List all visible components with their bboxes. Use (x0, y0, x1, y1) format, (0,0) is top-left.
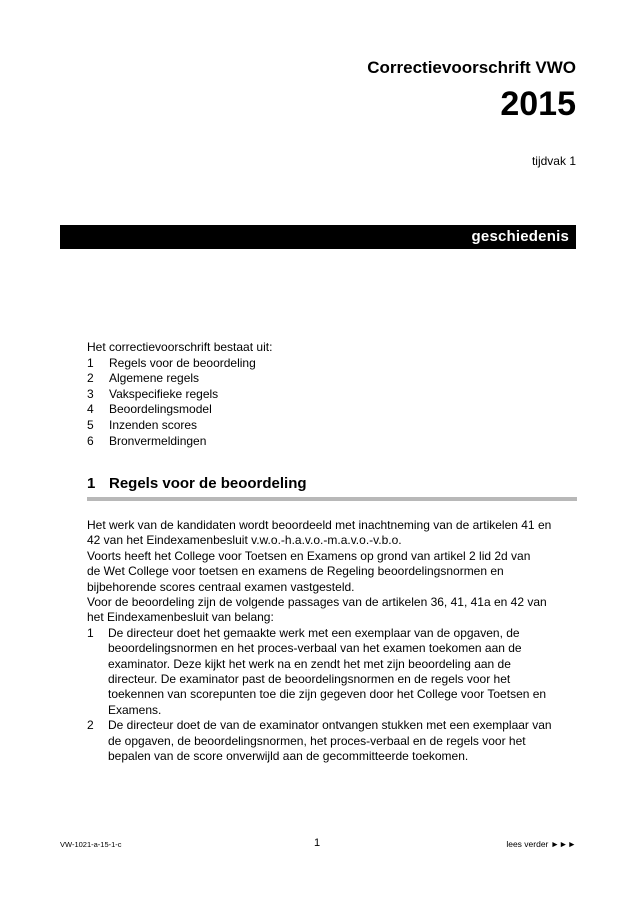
paragraph-line: de opgaven, de beoordelingsnormen, het proces-verbaal en de regels voor het (108, 733, 526, 748)
exam-year: 2015 (500, 85, 576, 123)
paragraph-line: bijbehorende scores centraal examen vastgesteld. (87, 579, 355, 594)
paragraph-line: bepalen van de score onverwijld aan de gecommitteerde toekomen. (108, 749, 469, 764)
paragraph-line: beoordelingsnormen en het proces-verbaal van het examen toekomen aan de (108, 641, 522, 656)
toc-item-label: Algemene regels (109, 371, 200, 386)
toc-item-label: Beoordelingsmodel (109, 402, 212, 417)
paragraph-line: 42 van het Eindexamenbesluit v.w.o.-h.a.v.o.-m.a.v.o.-v.b.o. (87, 533, 402, 548)
section-number: 1 (87, 475, 96, 492)
section-heading (87, 475, 577, 492)
toc-item (87, 434, 577, 450)
subject-banner (60, 225, 576, 249)
continue-note: lees verder ►►► (506, 839, 576, 849)
toc-item-number: 4 (87, 402, 94, 417)
toc-item-label: Bronvermeldingen (109, 433, 207, 448)
paragraph-line: Voorts heeft het College voor Toetsen en Examens op grond van artikel 2 lid 2d van (87, 548, 531, 563)
subject-label: geschiedenis (471, 228, 569, 245)
page-number: 1 (314, 837, 321, 849)
toc-item-number: 1 (87, 355, 94, 370)
toc-item-number: 2 (87, 371, 94, 386)
toc-intro: Het correctievoorschrift bestaat uit: (87, 340, 273, 354)
document-title: Correctievoorschrift VWO (367, 58, 576, 77)
paragraph-line: directeur. De examinator past de beoordelingsnormen en de regels voor het (108, 672, 511, 687)
toc-item-label: Vakspecifieke regels (109, 386, 219, 401)
toc-item (87, 387, 577, 403)
paragraph-line: Voor de beoordeling zijn de volgende passages van de artikelen 36, 41, 41a en 42 van (87, 595, 547, 610)
toc-item-label: Inzenden scores (109, 417, 198, 432)
document-code: VW-1021-a-15-1-c (60, 840, 122, 849)
list-item (87, 718, 577, 764)
paragraph-line: de Wet College voor toetsen en examens de Regeling beoordelingsnormen en (87, 564, 504, 579)
paragraph-line: het Eindexamenbesluit van belang: (87, 610, 274, 625)
paragraph-line: Examens. (108, 702, 162, 717)
toc-item-number: 6 (87, 433, 94, 448)
list-item-text (108, 626, 577, 718)
paragraph-line: De directeur doet de van de examinator ontvangen stukken met een exemplaar van (108, 718, 552, 733)
section-body (87, 518, 577, 765)
list-item (87, 626, 577, 718)
toc-item (87, 371, 577, 387)
list-item-number: 2 (87, 718, 94, 733)
list-item-text (108, 718, 577, 764)
table-of-contents (87, 340, 577, 449)
toc-item-number: 3 (87, 386, 94, 401)
paragraph-line: examinator. Deze kijkt het werk na en zendt het met zijn beoordeling aan de (108, 656, 511, 671)
toc-item (87, 356, 577, 372)
toc-item (87, 402, 577, 418)
toc-item-number: 5 (87, 417, 94, 432)
toc-item (87, 418, 577, 434)
paragraph-line: De directeur doet het gemaakte werk met een exemplaar van de opgaven, de (108, 625, 520, 640)
paragraph-line: toekennen van scorepunten toe die zijn gegeven door het College voor Toetsen en (108, 687, 547, 702)
paragraph-line: Het werk van de kandidaten wordt beoordeeld met inachtneming van de artikelen 41 en (87, 518, 552, 532)
exam-period: tijdvak 1 (531, 154, 576, 168)
toc-item-label: Regels voor de beoordeling (109, 355, 256, 370)
section-divider (87, 497, 577, 501)
section-title: Regels voor de beoordeling (109, 475, 307, 492)
list-item-number: 1 (87, 625, 94, 640)
